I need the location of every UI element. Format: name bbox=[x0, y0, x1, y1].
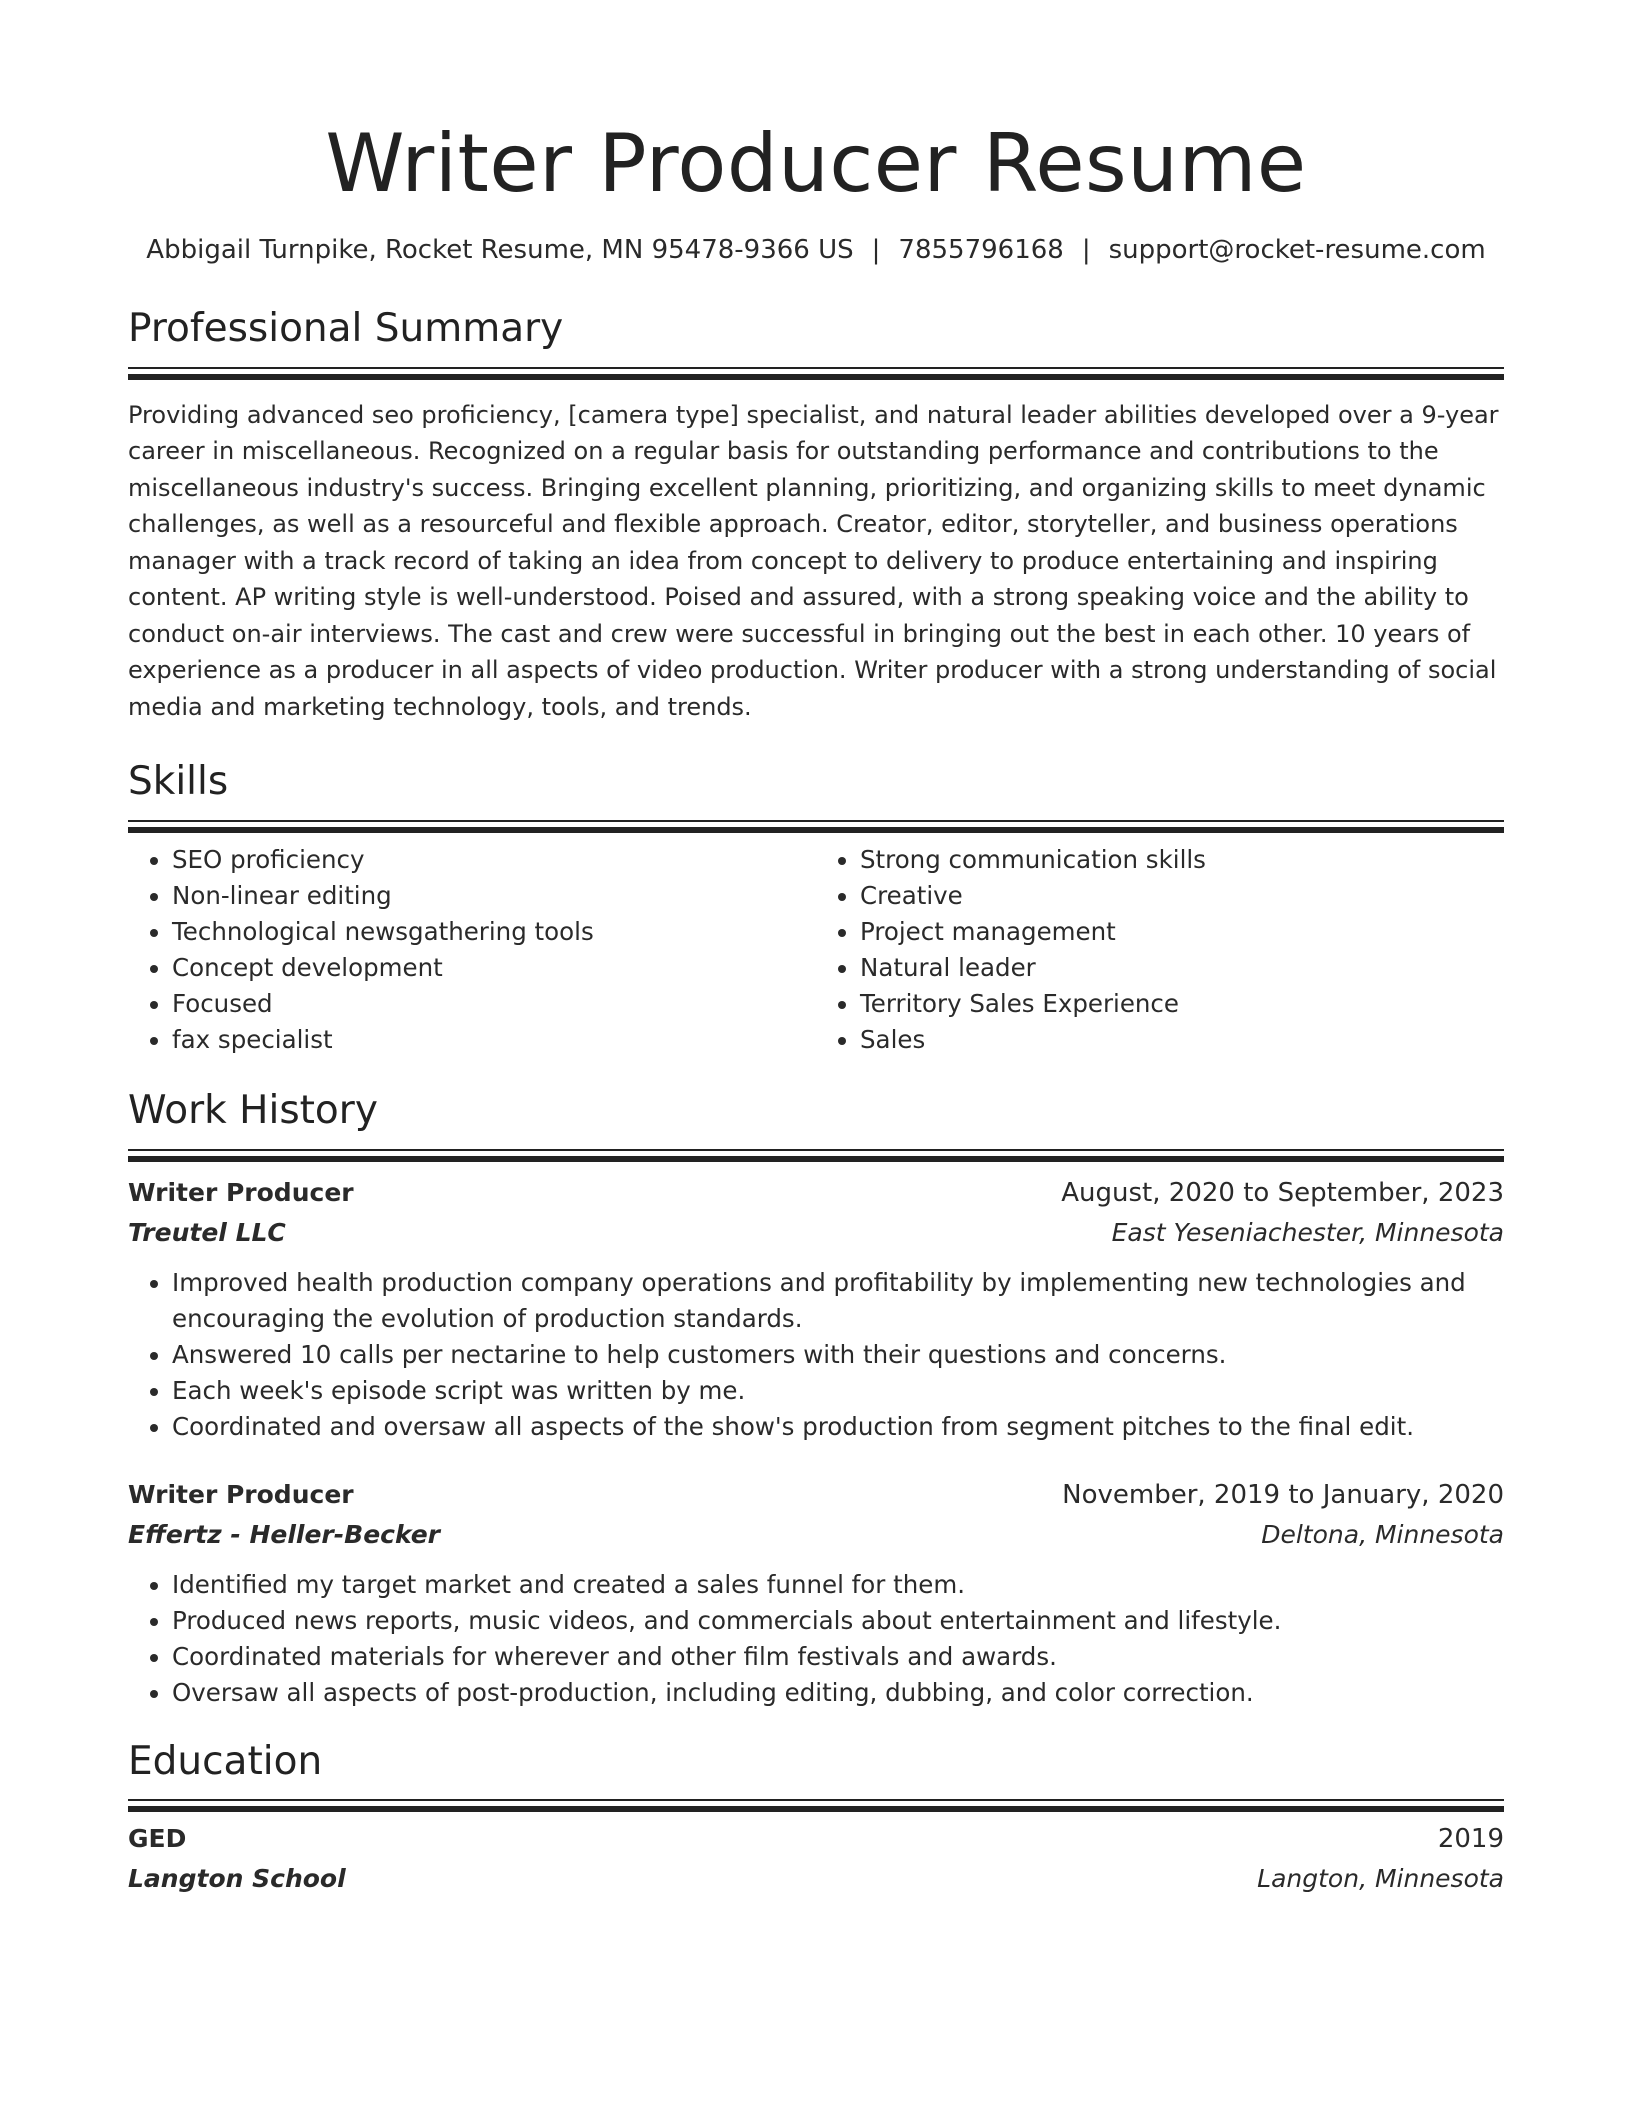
education-entry bbox=[128, 1819, 1504, 1899]
resume-title: Writer Producer Resume bbox=[325, 117, 1307, 210]
job-dates: August, 2020 to September, 2023 bbox=[1061, 1177, 1504, 1208]
education-section bbox=[128, 1739, 1504, 1900]
contact-phone: 7855796168 bbox=[898, 235, 1064, 265]
job-bullet: • Oversaw all aspects of post-production, including editing, dubbing, and color correction. bbox=[172, 1675, 1504, 1711]
education-location: Langton, Minnesota bbox=[1257, 1864, 1504, 1894]
job-entry bbox=[128, 1475, 1504, 1711]
contact-separator: | bbox=[1081, 235, 1091, 265]
job-company: Effertz - Heller-Becker bbox=[128, 1519, 440, 1549]
job-bullets bbox=[128, 1265, 1504, 1445]
section-divider bbox=[128, 367, 1504, 369]
education-header-row bbox=[128, 1819, 1504, 1859]
education-heading: Education bbox=[128, 1738, 323, 1784]
section-divider bbox=[128, 820, 1504, 822]
work-history-section bbox=[128, 1088, 1504, 1711]
job-title: Writer Producer bbox=[128, 1177, 354, 1207]
job-bullet: • Coordinated materials for wherever and other film festivals and awards. bbox=[172, 1639, 1504, 1675]
job-bullets bbox=[128, 1567, 1504, 1711]
education-year: 2019 bbox=[1437, 1824, 1504, 1855]
education-school-row bbox=[128, 1859, 1504, 1899]
job-dates: November, 2019 to January, 2020 bbox=[1062, 1479, 1504, 1510]
education-school: Langton School bbox=[128, 1864, 346, 1894]
summary-text: Providing advanced seo proficiency, [camera type] specialist, and natural leader abilities developed over a 9-year career in miscellaneous. Recognized on a regular basis for outstanding performance and contributions to the miscellaneous industry's success. Bringing excellent planning, prioritizing, and organizing skills to meet dynamic challenges, as well as a resourceful and flexible approach. Creator, editor, storyteller, and business operations manager with a track record of taking an idea from concept to delivery to produce entertaining and inspiring content. AP writing style is well-understood. Poised and assured, with a strong speaking voice and the ability to conduct on-air interviews. The cast and crew were successful in bringing out the best in each other. 10 years of experience as a producer in all aspects of video production. Writer producer with a strong understanding of social media and marketing technology, tools, and trends. bbox=[128, 400, 1499, 721]
contact-line bbox=[128, 234, 1504, 268]
job-location: Deltona, Minnesota bbox=[1261, 1519, 1504, 1549]
skills-columns bbox=[128, 842, 1504, 1058]
education-degree: GED bbox=[128, 1824, 187, 1854]
job-bullet: • Answered 10 calls per nectarine to help customers with their questions and concerns. bbox=[172, 1337, 1504, 1373]
section-divider bbox=[128, 1149, 1504, 1151]
job-location: East Yeseniachester, Minnesota bbox=[1111, 1217, 1504, 1247]
summary-section bbox=[128, 306, 1504, 725]
skill-item: • Concept development bbox=[172, 950, 816, 986]
skill-item: • Strong communication skills bbox=[860, 842, 1504, 878]
job-company-row bbox=[128, 1515, 1504, 1555]
skill-item: • Creative bbox=[860, 878, 1504, 914]
job-entry bbox=[128, 1173, 1504, 1445]
job-bullet: • Coordinated and oversaw all aspects of the show's production from segment pitches to the final edit. bbox=[172, 1409, 1504, 1445]
contact-separator: | bbox=[871, 235, 881, 265]
skills-heading: Skills bbox=[128, 759, 229, 805]
job-bullet: • Identified my target market and created a sales funnel for them. bbox=[172, 1567, 1504, 1603]
skills-list-right bbox=[816, 842, 1504, 1058]
skill-item: • Project management bbox=[860, 914, 1504, 950]
skill-item: • Focused bbox=[172, 986, 816, 1022]
skill-item: • Non-linear editing bbox=[172, 878, 816, 914]
summary-heading: Professional Summary bbox=[128, 305, 564, 351]
job-header-row bbox=[128, 1475, 1504, 1515]
job-company-row bbox=[128, 1213, 1504, 1253]
job-header-row bbox=[128, 1173, 1504, 1213]
job-bullet: • Each week's episode script was written by me. bbox=[172, 1373, 1504, 1409]
skill-item: • Natural leader bbox=[860, 950, 1504, 986]
skills-section bbox=[128, 759, 1504, 1058]
skill-item: • fax specialist bbox=[172, 1022, 816, 1058]
contact-email: support@rocket-resume.com bbox=[1108, 235, 1486, 265]
skills-list-left bbox=[128, 842, 816, 1058]
skill-item: • Territory Sales Experience bbox=[860, 986, 1504, 1022]
job-company: Treutel LLC bbox=[128, 1217, 286, 1247]
contact-address: Abbigail Turnpike, Rocket Resume, MN 95478-9366 US bbox=[146, 235, 854, 265]
skill-item: • Technological newsgathering tools bbox=[172, 914, 816, 950]
work-history-heading: Work History bbox=[128, 1087, 378, 1133]
skill-item: • Sales bbox=[860, 1022, 1504, 1058]
skill-item: • SEO proficiency bbox=[172, 842, 816, 878]
section-divider bbox=[128, 1799, 1504, 1801]
job-bullet: • Improved health production company operations and profitability by implementing new technologies and encouraging the evolution of production standards. bbox=[172, 1265, 1504, 1337]
job-bullet: • Produced news reports, music videos, and commercials about entertainment and lifestyle. bbox=[172, 1603, 1504, 1639]
job-title: Writer Producer bbox=[128, 1479, 354, 1509]
